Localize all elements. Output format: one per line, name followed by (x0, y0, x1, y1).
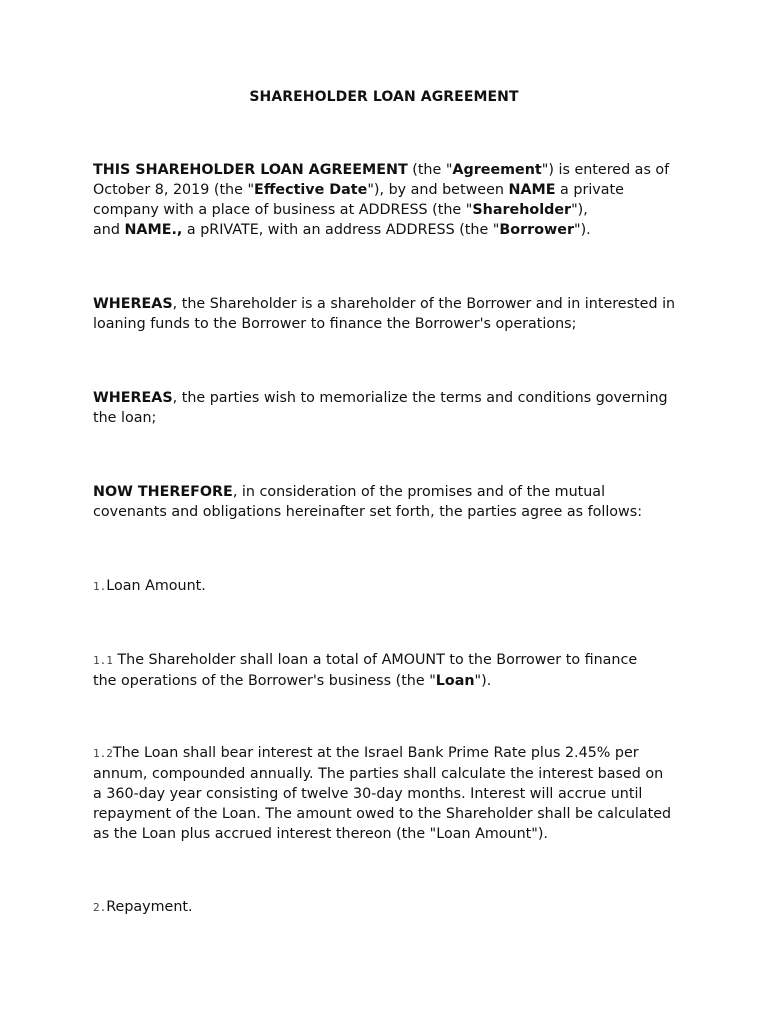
clause-1-1 (93, 650, 693, 691)
defined-term-shareholder: Shareholder (472, 202, 572, 218)
clause-1-2-line-2: annum, compounded annually. The parties shall calculate the interest based on (93, 766, 664, 782)
agreement-name: THIS SHAREHOLDER LOAN AGREEMENT (93, 162, 408, 178)
intro-line-1 (93, 160, 693, 180)
intro-line-4 (93, 220, 693, 240)
intro-text: "), by and between (367, 182, 509, 198)
intro-text: "). (574, 222, 591, 238)
intro-text: company with a place of business at ADDRESS (the " (93, 202, 473, 218)
section-title: Repayment. (106, 899, 193, 915)
whereas-paragraph-2 (93, 388, 693, 428)
clause-text: The Shareholder shall loan a total of AMOUNT to the Borrower to finance (112, 652, 638, 668)
intro-line-2 (93, 180, 693, 200)
section-1-heading (93, 576, 693, 597)
intro-text: October 8, 2019 (the " (93, 182, 255, 198)
clause-1-2-line-1 (93, 743, 693, 764)
section-2-heading (93, 897, 693, 918)
whereas-1-line-1 (93, 294, 693, 314)
party-name-shareholder: NAME (508, 182, 556, 198)
document-title: SHAREHOLDER LOAN AGREEMENT (249, 89, 519, 105)
clause-number: 1.1 (93, 654, 113, 667)
clause-1-2-line-3: a 360-day year consisting of twelve 30-day months. Interest will accrue until (93, 786, 643, 802)
clause-number: 1.2 (93, 747, 113, 760)
whereas-text: , the Shareholder is a shareholder of the Borrower and in interested in (172, 296, 676, 312)
whereas-1-line-2: loaning funds to the Borrower to finance the Borrower's operations; (93, 316, 577, 332)
section-number: 2. (93, 901, 107, 914)
party-name-borrower: NAME., (124, 222, 183, 238)
section-number: 1. (93, 580, 107, 593)
whereas-2-line-1 (93, 388, 693, 408)
now-therefore-text: , in consideration of the promises and of the mutual (232, 484, 606, 500)
intro-text: a private (555, 182, 624, 198)
clause-1-2-line-5: as the Loan plus accrued interest thereon (the "Loan Amount"). (93, 826, 548, 842)
clause-1-2-line-4: repayment of the Loan. The amount owed to the Shareholder shall be calculated (93, 806, 672, 822)
clause-1-1-line-1 (93, 650, 693, 671)
whereas-text: , the parties wish to memorialize the terms and conditions governing (172, 390, 668, 406)
section-title: Loan Amount. (106, 578, 206, 594)
now-therefore-paragraph (93, 482, 693, 522)
clause-text: "). (474, 673, 492, 689)
now-therefore-line-1 (93, 482, 693, 502)
clause-text: the operations of the Borrower's business (the " (93, 673, 436, 689)
whereas-2-line-2: the loan; (93, 410, 157, 426)
whereas-keyword: WHEREAS (93, 296, 173, 312)
intro-text: (the " (407, 162, 453, 178)
defined-term-loan: Loan (435, 673, 475, 689)
intro-text: "), (571, 202, 588, 218)
clause-1-1-line-2 (93, 671, 693, 691)
section-1-line (93, 576, 693, 597)
intro-line-3 (93, 200, 693, 220)
whereas-paragraph-1 (93, 294, 693, 334)
intro-text: and (93, 222, 125, 238)
now-therefore-keyword: NOW THEREFORE (93, 484, 233, 500)
intro-text: ") is entered as of (541, 162, 670, 178)
defined-term-borrower: Borrower (499, 222, 574, 238)
defined-term-agreement: Agreement (452, 162, 542, 178)
whereas-keyword: WHEREAS (93, 390, 173, 406)
defined-term-effective-date: Effective Date (254, 182, 368, 198)
intro-text: a pRIVATE, with an address ADDRESS (the " (182, 222, 500, 238)
clause-1-2 (93, 743, 693, 844)
section-2-line (93, 897, 693, 918)
clause-text: The Loan shall bear interest at the Israel Bank Prime Rate plus 2.45% per (112, 745, 639, 761)
now-therefore-line-2: covenants and obligations hereinafter set forth, the parties agree as follows: (93, 504, 643, 520)
intro-paragraph (93, 160, 693, 240)
